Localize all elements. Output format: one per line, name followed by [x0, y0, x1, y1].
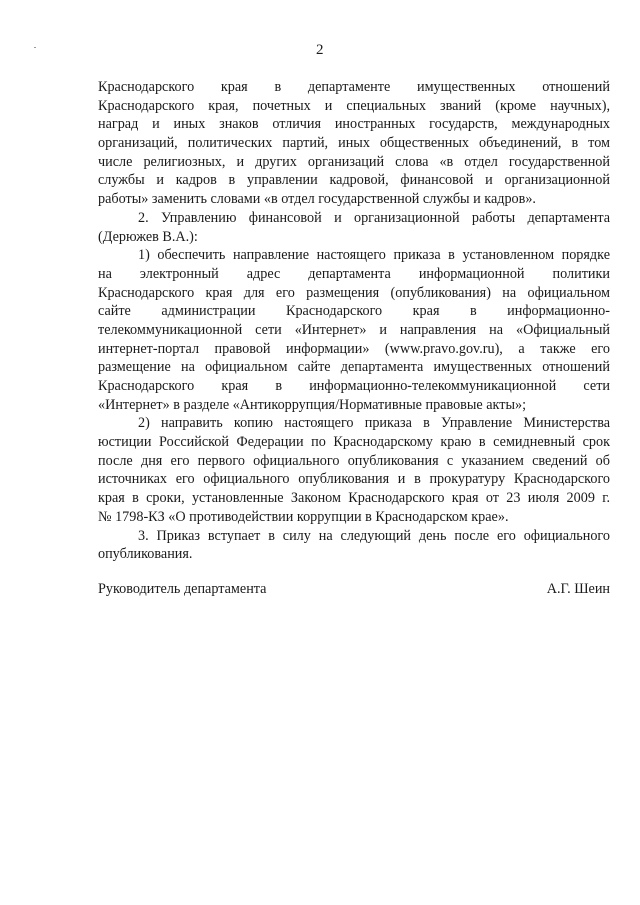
text-line: после дня его первого официального опубликования с указанием сведений об	[98, 452, 610, 469]
text-line: размещение на официальном сайте департамента имущественных отношений	[98, 359, 610, 376]
text-line: телекоммуникационной сети «Интернет» и направления на «Официальный	[98, 321, 610, 338]
text-line: на электронный адрес департамента информационной политики	[98, 265, 610, 282]
text-line: 2. Управлению финансовой и организационной работы департамента	[138, 209, 610, 226]
text-line: числе религиозных, и других организаций слова «в отдел государственной	[98, 153, 610, 170]
text-line: работы» заменить словами «в отдел государственной службы и кадров».	[98, 191, 536, 208]
text-line: Краснодарского края для его размещения (опубликования) на официальном	[98, 284, 610, 301]
text-line: опубликования.	[98, 546, 193, 563]
signatory-name: А.Г. Шеин	[546, 581, 610, 597]
text-line: интернет-портал правовой информации» (www.pravo.gov.ru), а также его	[98, 340, 610, 357]
text-line: организаций, политических партий, иных общественных объединений, в том	[98, 135, 610, 152]
text-line: 2) направить копию настоящего приказа в Управление Министерства	[138, 415, 610, 432]
text-line: источниках его официального опубликования и в прокуратуру Краснодарского	[98, 471, 610, 488]
text-line: Краснодарского края в департаменте имущественных отношений	[98, 79, 610, 95]
text-line: службы и кадров в управлении кадровой, финансовой и организационной	[98, 172, 610, 189]
page-number: 2	[316, 42, 324, 58]
text-line: Краснодарского края в информационно-телекоммуникационной сети	[98, 378, 610, 394]
text-line: края в сроки, установленные Законом Краснодарского края от 23 июля 2009 г.	[98, 490, 610, 507]
text-line: «Интернет» в разделе «Антикоррупция/Нормативные правовые акты»;	[98, 396, 527, 413]
text-line: Краснодарского края, почетных и специальных званий (кроме научных),	[98, 97, 610, 114]
text-line: 3. Приказ вступает в силу на следующий день после его официального	[138, 527, 610, 544]
text-line: № 1798-КЗ «О противодействии коррупции в Краснодарском крае».	[98, 508, 509, 525]
text-line: (Дерюжев В.А.):	[98, 228, 198, 245]
text-line: 1) обеспечить направление настоящего приказа в установленном порядке	[138, 247, 610, 264]
text-line: наград и иных знаков отличия иностранных государств, международных	[98, 116, 610, 133]
signatory-position: Руководитель департамента	[98, 581, 267, 597]
text-line: юстиции Российской Федерации по Краснодарскому краю в семидневный срок	[98, 434, 610, 451]
text-line: сайте администрации Краснодарского края в информационно-	[98, 303, 610, 320]
document-body	[98, 78, 610, 564]
